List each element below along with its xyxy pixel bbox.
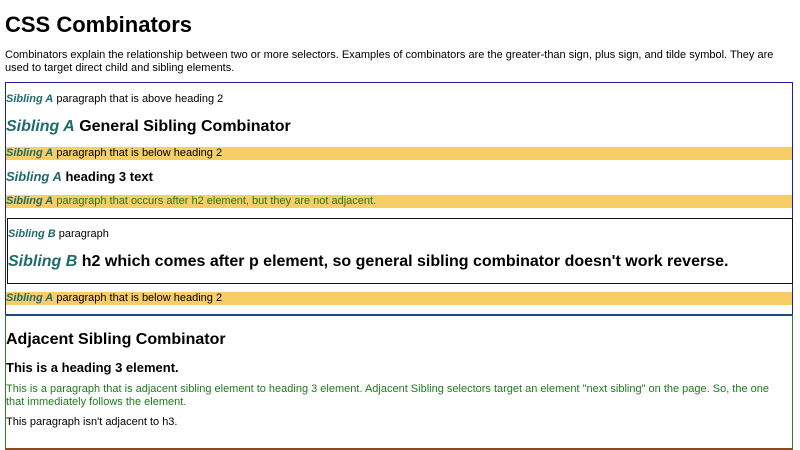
paragraph-not-adjacent bbox=[6, 195, 792, 208]
sibling-a-label: Sibling A bbox=[6, 169, 62, 184]
paragraph-below-heading-2 bbox=[6, 292, 792, 305]
general-sibling-section bbox=[5, 82, 793, 314]
paragraph-text: paragraph that is below heading 2 bbox=[56, 147, 223, 159]
adjacent-paragraph: This is a paragraph that is adjacent sibling element to heading 3 element. Adjacent Sibling selectors target an element "next sibling" on the page. So, the one that immediately follows the element. bbox=[6, 383, 770, 408]
sibling-b-label: Sibling B bbox=[8, 228, 56, 240]
section-heading: Adjacent Sibling Combinator bbox=[6, 331, 226, 348]
sibling-a-label: Sibling A bbox=[6, 147, 54, 159]
heading-3-text: heading 3 text bbox=[65, 169, 153, 184]
sibling-a-label: Sibling A bbox=[6, 195, 54, 207]
paragraph-below-heading bbox=[6, 147, 792, 160]
paragraph-text: paragraph that is above heading 2 bbox=[56, 93, 224, 105]
non-adjacent-paragraph: This paragraph isn't adjacent to h3. bbox=[6, 416, 178, 428]
heading-3: This is a heading 3 element. bbox=[6, 360, 179, 375]
sibling-b-label: Sibling B bbox=[8, 253, 78, 270]
sibling-a-label: Sibling A bbox=[6, 118, 75, 135]
adjacent-sibling-section bbox=[5, 314, 793, 450]
intro-paragraph: Combinators explain the relationship between two or more selectors. Examples of combinators are the greater-than sign, plus sign, and tilde symbol. They are used to target direct child and sibling elements. bbox=[5, 49, 774, 74]
paragraph-text: paragraph bbox=[58, 228, 109, 240]
heading-text: h2 which comes after p element, so general sibling combinator doesn't work reverse. bbox=[81, 253, 729, 270]
sibling-b-container bbox=[7, 218, 793, 284]
section-heading bbox=[6, 117, 792, 136]
paragraph-above-heading bbox=[6, 93, 792, 106]
heading-3 bbox=[6, 169, 792, 184]
sibling-b-heading bbox=[8, 252, 792, 271]
page-title: CSS Combinators bbox=[5, 12, 193, 37]
sibling-b-paragraph bbox=[8, 228, 792, 241]
heading-text: General Sibling Combinator bbox=[79, 118, 291, 135]
sibling-a-label: Sibling A bbox=[6, 292, 54, 304]
sibling-a-label: Sibling A bbox=[6, 93, 54, 105]
paragraph-text: paragraph that is below heading 2 bbox=[56, 292, 223, 304]
paragraph-text: paragraph that occurs after h2 element, but they are not adjacent. bbox=[56, 195, 377, 207]
